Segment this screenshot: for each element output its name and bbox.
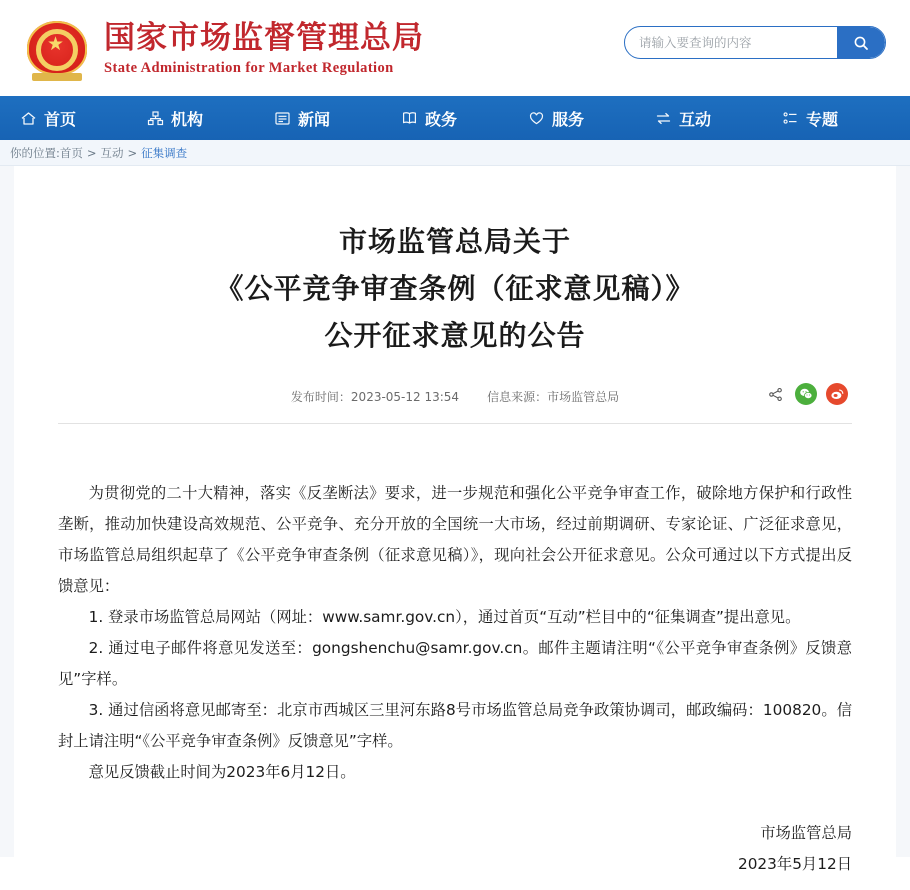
nav-item-interaction[interactable] bbox=[645, 96, 772, 140]
org-icon bbox=[147, 110, 164, 127]
breadcrumb-separator: > bbox=[86, 145, 97, 160]
wechat-icon[interactable] bbox=[795, 383, 817, 405]
page-title bbox=[58, 204, 852, 365]
site-header bbox=[0, 0, 910, 96]
nav-label: 服务 bbox=[552, 109, 585, 129]
article-list-item-2: 2. 通过电子邮件将意见发送至：gongshenchu@samr.gov.cn。邮件主题请注明“《公平竞争审查条例》反馈意见”字样。 bbox=[58, 639, 852, 688]
page-body bbox=[0, 166, 910, 873]
search-input[interactable] bbox=[625, 35, 837, 50]
breadcrumb-prefix: 你的位置: bbox=[10, 145, 60, 160]
publish-time-value: 2023-05-12 13:54 bbox=[350, 389, 460, 404]
heart-icon bbox=[528, 110, 545, 127]
breadcrumb-item-interaction[interactable]: 互动 bbox=[100, 145, 124, 160]
nav-label: 首页 bbox=[44, 109, 77, 129]
nav-item-news[interactable] bbox=[264, 96, 391, 140]
article-list-item-1: 1. 登录市场监管总局网站（网址：www.samr.gov.cn），通过首页“互动”栏目中的“征集调查”提出意见。 bbox=[88, 608, 801, 626]
article-list-item-3: 3. 通过信函将意见邮寄至：北京市西城区三里河东路8号市场监管总局竞争政策协调司，邮政编码：100820。信封上请注明“《公平竞争审查条例》反馈意见”字样。 bbox=[58, 701, 852, 750]
exchange-icon bbox=[655, 110, 672, 127]
breadcrumb-item-home[interactable]: 首页 bbox=[59, 145, 83, 160]
nav-label: 互动 bbox=[679, 109, 712, 129]
source-value: 市场监管总局 bbox=[547, 389, 620, 404]
nav-item-organization[interactable] bbox=[137, 96, 264, 140]
article-body bbox=[58, 424, 852, 880]
main-navigation bbox=[0, 96, 910, 140]
news-icon bbox=[274, 110, 291, 127]
meta-text-group bbox=[291, 388, 619, 405]
source-label: 信息来源： bbox=[487, 389, 548, 404]
search-button[interactable] bbox=[837, 27, 885, 58]
search-box[interactable] bbox=[624, 26, 886, 59]
page-title-line-1: 市场监管总局关于 bbox=[338, 225, 571, 258]
article-deadline: 意见反馈截止时间为2023年6月12日。 bbox=[88, 763, 356, 781]
share-icon[interactable] bbox=[764, 383, 786, 405]
site-title-en: State Administration for Market Regulation bbox=[104, 60, 394, 76]
national-emblem-icon: ★ bbox=[24, 15, 90, 81]
signature-date: 2023年5月12日 bbox=[737, 855, 852, 873]
nav-label: 专题 bbox=[806, 109, 839, 129]
nav-label: 机构 bbox=[171, 109, 204, 129]
topic-icon bbox=[782, 110, 799, 127]
breadcrumb bbox=[0, 140, 910, 166]
home-icon bbox=[20, 110, 37, 127]
share-bar bbox=[764, 383, 848, 405]
page-title-line-2: 《公平竞争审查条例（征求意见稿）》 bbox=[215, 272, 695, 305]
weibo-icon[interactable] bbox=[826, 383, 848, 405]
nav-item-topic[interactable] bbox=[772, 96, 899, 140]
breadcrumb-separator: > bbox=[127, 145, 138, 160]
nav-label: 政务 bbox=[425, 109, 458, 129]
nav-item-government[interactable] bbox=[391, 96, 518, 140]
article-meta bbox=[58, 383, 852, 409]
signature-org: 市场监管总局 bbox=[760, 824, 852, 842]
publish-time-label: 发布时间： bbox=[290, 389, 351, 404]
nav-item-service[interactable] bbox=[518, 96, 645, 140]
article bbox=[14, 166, 896, 890]
site-title-block bbox=[104, 19, 424, 77]
page-title-line-3: 公开征求意见的公告 bbox=[324, 319, 586, 352]
search-icon bbox=[853, 35, 869, 51]
site-title-cn: 国家市场监督管理总局 bbox=[104, 20, 424, 56]
government-icon bbox=[401, 110, 418, 127]
nav-item-home[interactable] bbox=[10, 96, 137, 140]
article-paragraph: 为贯彻党的二十大精神，落实《反垄断法》要求，进一步规范和强化公平竞争审查工作，破除地方保护和行政性垄断，推动加快建设高效规范、公平竞争、充分开放的全国统一大市场，经过前期调研、专家论证、广泛征求意见，市场监管总局组织起草了《公平竞争审查条例（征求意见稿）》，现向社会公开征求意见。公众可通过以下方式提出反馈意见： bbox=[58, 484, 852, 595]
breadcrumb-item-current[interactable]: 征集调查 bbox=[141, 145, 188, 160]
article-signature bbox=[58, 818, 852, 880]
nav-label: 新闻 bbox=[298, 109, 331, 129]
